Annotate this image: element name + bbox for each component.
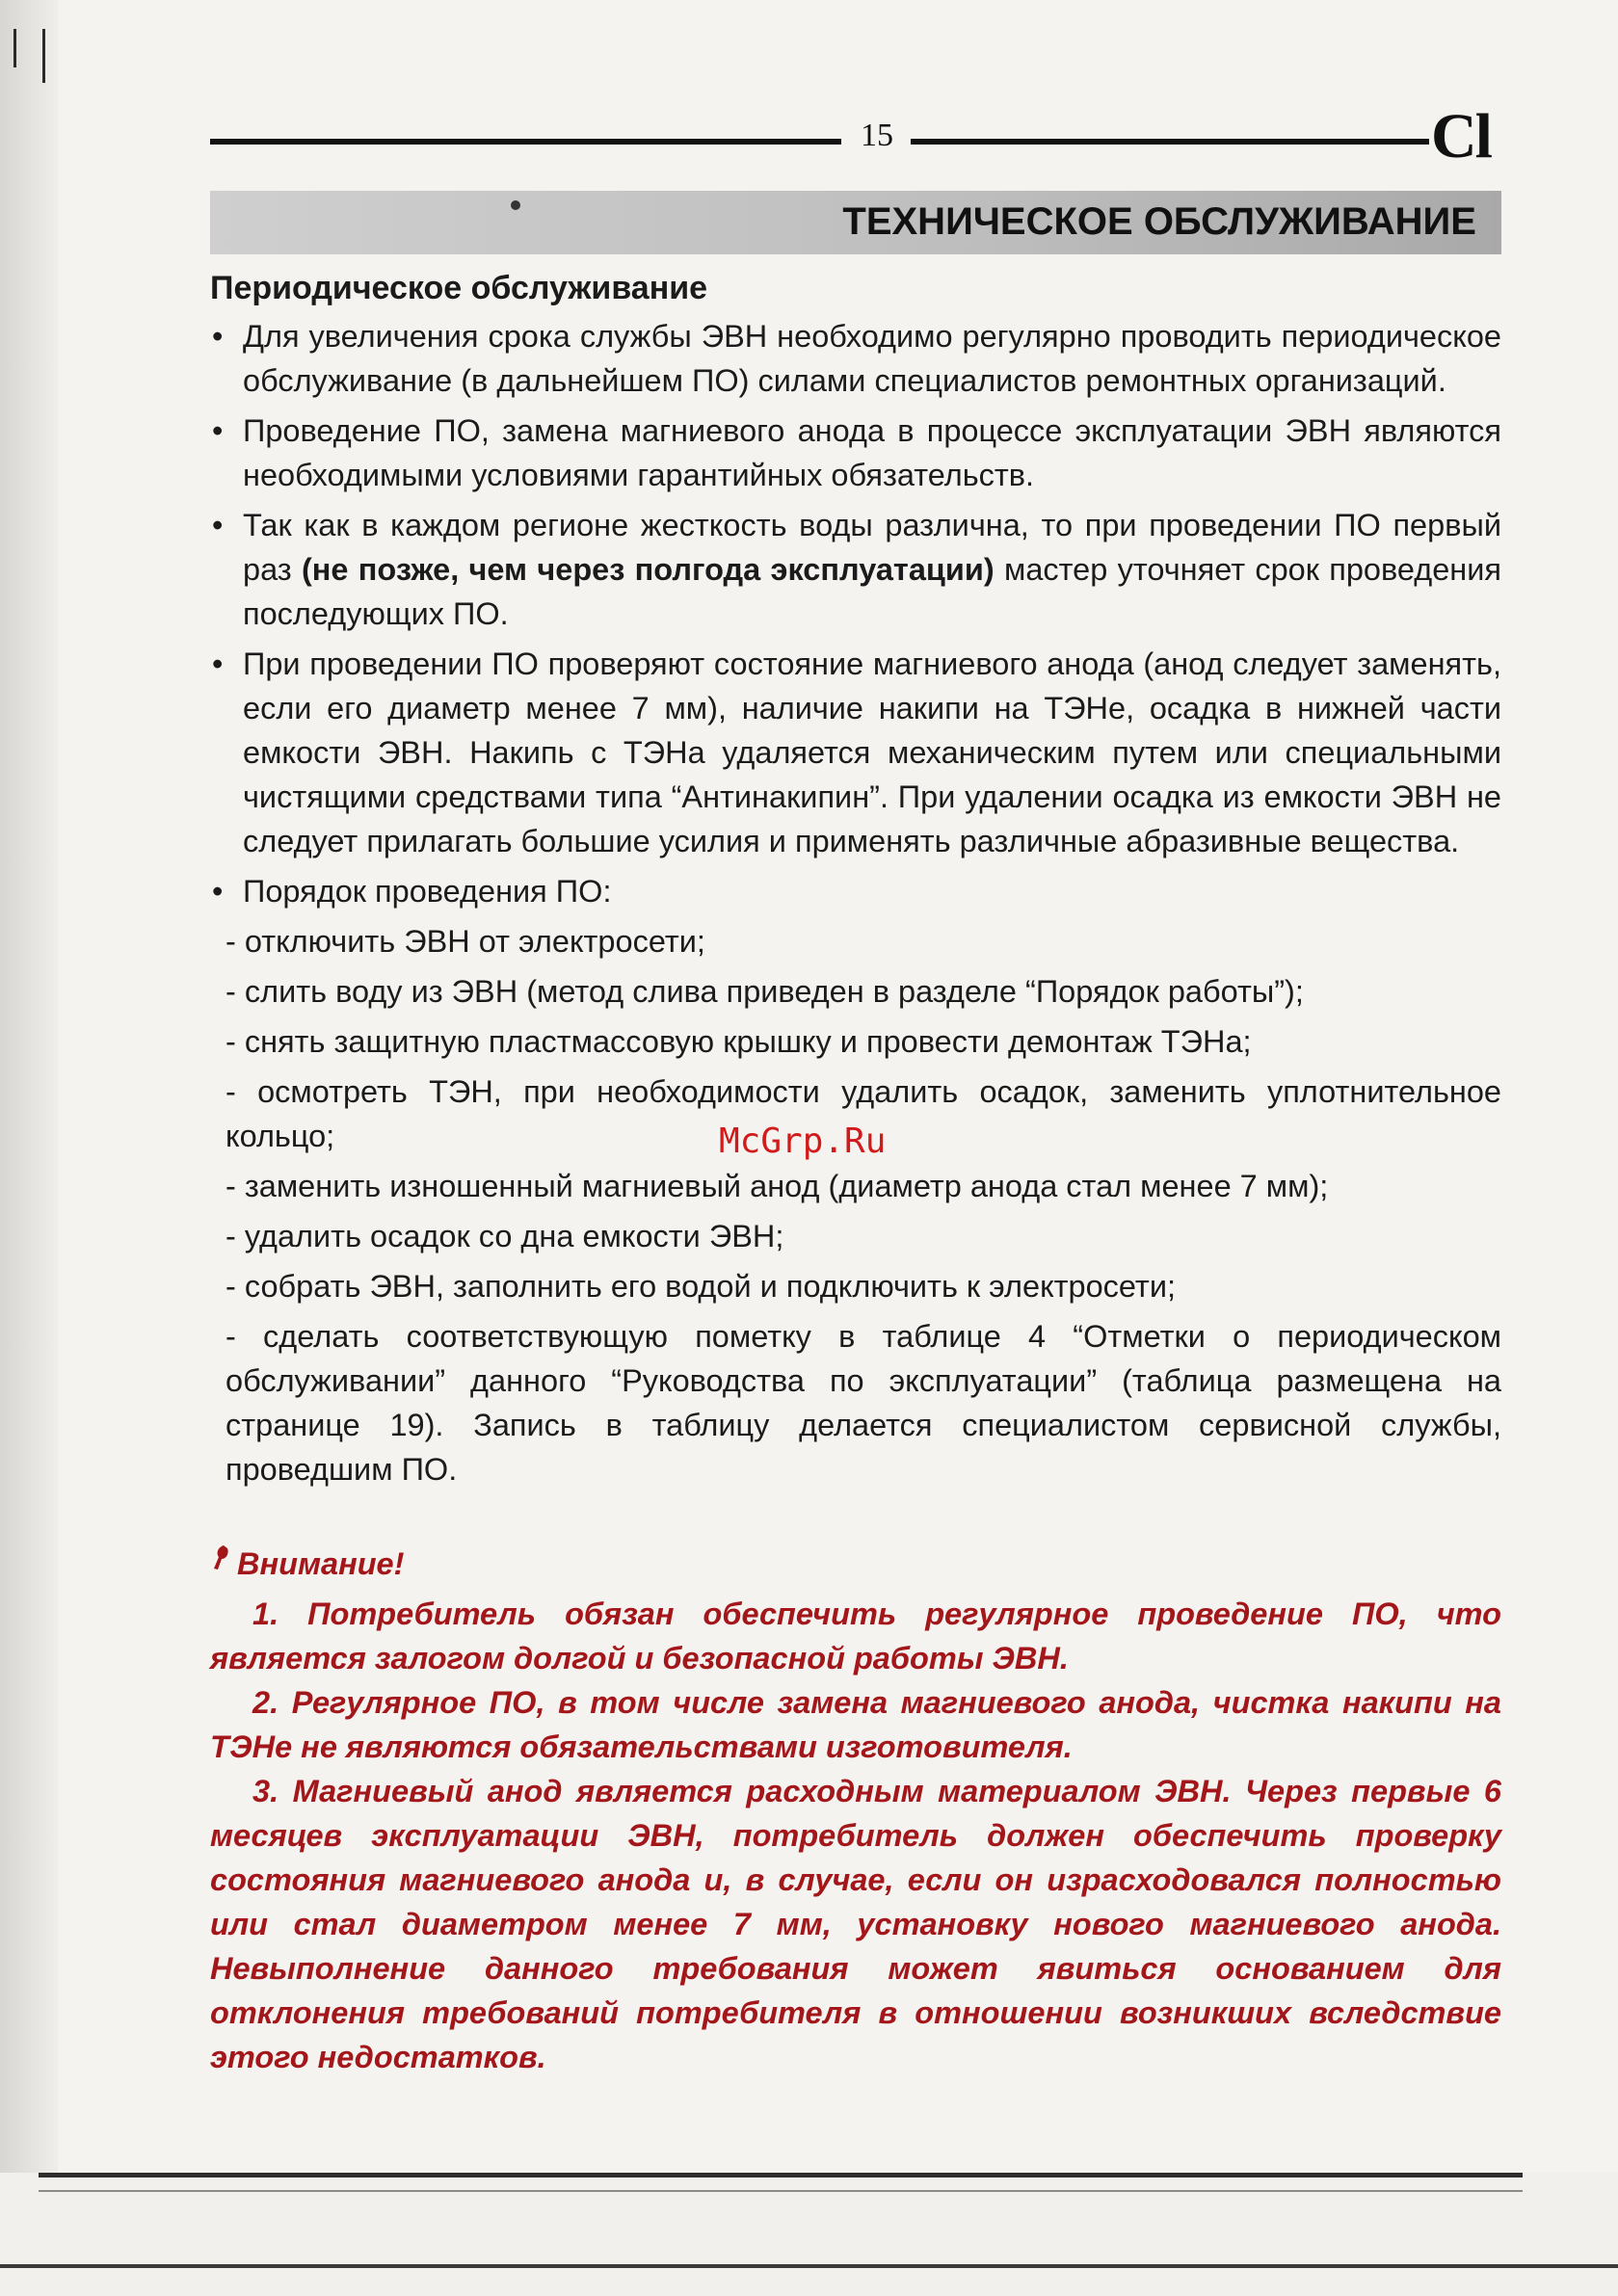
scan-mark: [13, 29, 16, 67]
procedure-step: - снять защитную пластмассовую крышку и провести демонтаж ТЭНа;: [225, 1024, 1252, 1059]
procedure-step: - сделать соответствующую пометку в таблице 4 “Отметки о периодическом обслуживании” данного “Руководства по эксплуатации” (таблица размещена на странице 19). Запись в таблицу делается специалистом сервисной службы, проведшим ПО.: [225, 1319, 1501, 1487]
list-item: [210, 869, 1501, 913]
bullet-mark: •: [212, 647, 224, 681]
scan-mark: [42, 29, 45, 83]
bullet-text: При проведении ПО проверяют состояние магниевого анода (анод следует заменять, если его диаметр менее 7 мм), наличие накипи на ТЭНе, осадка в нижней части емкости ЭВН. Накипь с ТЭНа удаляется механическим путем или специальными чистящими средствами типа “Антинакипин”. При удалении осадка из емкости ЭВН не следует прилагать большие усилия и применять различные абразивные вещества.: [243, 647, 1501, 858]
scan-bottom-edge: [0, 2173, 1618, 2296]
warning-item: 1. Потребитель обязан обеспечить регулярное проведение ПО, что является залогом долгой и безопасной работы ЭВН.: [210, 1597, 1501, 1676]
watermark: McGrp.Ru: [719, 1122, 887, 1161]
page-number: 15: [861, 118, 893, 153]
bullet-emphasis: (не позже, чем через полгода эксплуатации): [301, 552, 995, 587]
bullet-mark: •: [212, 508, 224, 542]
header-rule-right: [911, 139, 1429, 145]
bullet-text: Для увеличения срока службы ЭВН необходимо регулярно проводить периодическое обслуживание (в дальнейшем ПО) силами специалистов ремонтных организаций.: [243, 319, 1501, 398]
bullet-text: Проведение ПО, замена магниевого анода в процессе эксплуатации ЭВН являются необходимыми условиями гарантийных обязательств.: [243, 413, 1501, 492]
list-item: [210, 409, 1501, 497]
bullet-mark: •: [212, 319, 224, 354]
attention-icon-svg: [210, 1544, 231, 1572]
section-title: ТЕХНИЧЕСКОЕ ОБСЛУЖИВАНИЕ: [842, 200, 1476, 243]
band-dot: [511, 200, 520, 210]
scan-line: [39, 2173, 1523, 2177]
attention-icon: [210, 1542, 231, 1586]
warning-item: 3. Магниевый анод является расходным материалом ЭВН. Через первые 6 месяцев эксплуатации ЭВН, потребитель должен обеспечить проверку состояния магниевого анода и, в случае, если он израсходовался полностью или стал диаметром менее 7 мм, установку нового магниевого анода. Невыполнение данного требования может явиться основанием для отклонения требований потребителя в отношении возникших вследствие этого недостатков.: [210, 1774, 1501, 2074]
subheading: Периодическое обслуживание: [210, 270, 708, 306]
scan-line: [39, 2190, 1523, 2192]
list-item: [210, 642, 1501, 863]
bullet-mark: •: [212, 874, 224, 909]
warning-item: 2. Регулярное ПО, в том числе замена магниевого анода, чистка накипи на ТЭНе не являются обязательствами изготовителя.: [210, 1685, 1501, 1764]
header-rule-left: [210, 139, 841, 145]
warning-title-row: [210, 1542, 1501, 1586]
procedure-step: - слить воду из ЭВН (метод слива приведен в разделе “Порядок работы”);: [225, 974, 1304, 1009]
section-band: [210, 191, 1501, 254]
main-content: [210, 266, 1501, 1497]
bullet-text: Порядок проведения ПО:: [243, 874, 612, 909]
list-item: [210, 314, 1501, 403]
scan-left-edge: [0, 0, 58, 2296]
scan-line: [0, 2264, 1618, 2268]
procedure-step: - отключить ЭВН от электросети;: [225, 924, 705, 959]
procedure-step: - осмотреть ТЭН, при необходимости удалить осадок, заменить уплотнительное кольцо;: [225, 1074, 1501, 1153]
procedure-step: - собрать ЭВН, заполнить его водой и подключить к электросети;: [225, 1269, 1176, 1304]
bullet-mark: •: [212, 413, 224, 448]
bullet-text-part: Так как в каждом регионе жесткость воды различна, то при проведении ПО первый раз: [243, 508, 1501, 587]
bullet-text-part: мастер уточняет срок проведения последующих ПО.: [243, 552, 1502, 631]
list-item: [210, 503, 1501, 636]
warning-block: [210, 1542, 1501, 2079]
procedure-step: - заменить изношенный магниевый анод (диаметр анода стал менее 7 мм);: [225, 1169, 1329, 1203]
warning-title: Внимание!: [237, 1546, 405, 1581]
brand-logo: Cl: [1431, 101, 1491, 172]
procedure-step: - удалить осадок со дна емкости ЭВН;: [225, 1219, 784, 1254]
